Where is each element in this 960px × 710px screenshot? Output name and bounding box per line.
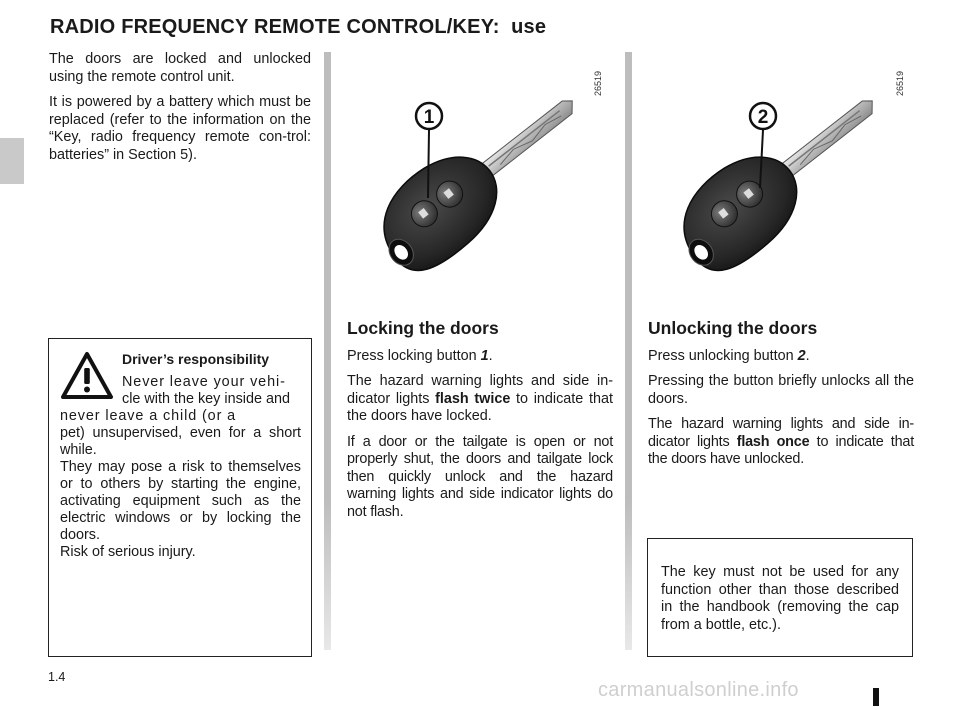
remote-key-image [340,52,630,314]
warning-line-2: cle with the key inside and [122,391,290,407]
locking-paragraph-3: If a door or the tailgate is open or not properly shut, the doors and tailgate lock then quickly unlock and the hazard warning lights and side indicator lights do not flash. [347,433,613,520]
corner-mark [873,688,879,706]
unlocking-press-line: Press unlocking button 2. [648,347,810,364]
key-usage-note: The key must not be used for any function other than those described in the handbook (removing the cap from a bottle, etc.). [647,538,913,657]
key-illustration-unlock [640,52,930,314]
warning-line-1: Never leave your vehi- [122,374,286,390]
intro-paragraph-1: The doors are locked and unlocked using the remote control unit. [49,51,311,85]
warning-line-3: never leave a child (or a [60,408,237,424]
watermark: carmanualsonline.info [598,679,799,701]
warning-title: Driver’s responsibility [122,351,270,367]
warning-body [60,374,301,561]
locking-heading: Locking the doors [347,318,499,338]
section-tab-marker [0,138,24,184]
page-title: RADIO FREQUENCY REMOTE CONTROL/KEY: use [50,16,547,38]
page-number: 1.4 [48,670,66,684]
intro-paragraph-2: It is powered by a battery which must be replaced (refer to the information on the “Key, radio frequency remote con-trol: batteries” in Section 5). [49,94,311,163]
key-illustration-lock [340,52,630,314]
warning-paragraph-2: They may pose a risk to themselves or to others by starting the engine, activating equipment such as the electric windows or by locking the doors. [60,459,301,543]
unlocking-paragraph-2: Pressing the button briefly unlocks all the doors. [648,373,914,407]
locking-button-number: 1 [480,347,489,364]
unlocking-section [648,320,914,477]
callout-2: 2 [757,107,769,128]
warning-line-rest: pet) unsupervised, even for a short while. [60,425,301,458]
driver-responsibility-warning [48,338,312,657]
column-divider-left [324,52,331,650]
locking-paragraph-2: The hazard warning lights and side in-dicator lights flash twice to indicate that the doors have locked. [347,373,613,424]
figure-code-2: 26519 [895,70,905,96]
remote-key-image [640,52,930,314]
locking-press-line: Press locking button 1. [347,347,493,364]
warning-triangle-icon [60,351,114,401]
flash-twice-text: flash twice [435,390,511,407]
figure-code-1: 26519 [593,70,603,96]
locking-section [347,320,613,529]
flash-once-text: flash once [736,433,810,450]
warning-paragraph-3: Risk of serious injury. [60,544,196,560]
unlocking-heading: Unlocking the doors [648,318,818,338]
unlocking-paragraph-3: The hazard warning lights and side in-dicator lights flash once to indicate that the doors have unlocked. [648,416,914,467]
unlocking-button-number: 2 [797,347,806,364]
callout-1: 1 [423,107,435,128]
intro-text [49,51,311,172]
